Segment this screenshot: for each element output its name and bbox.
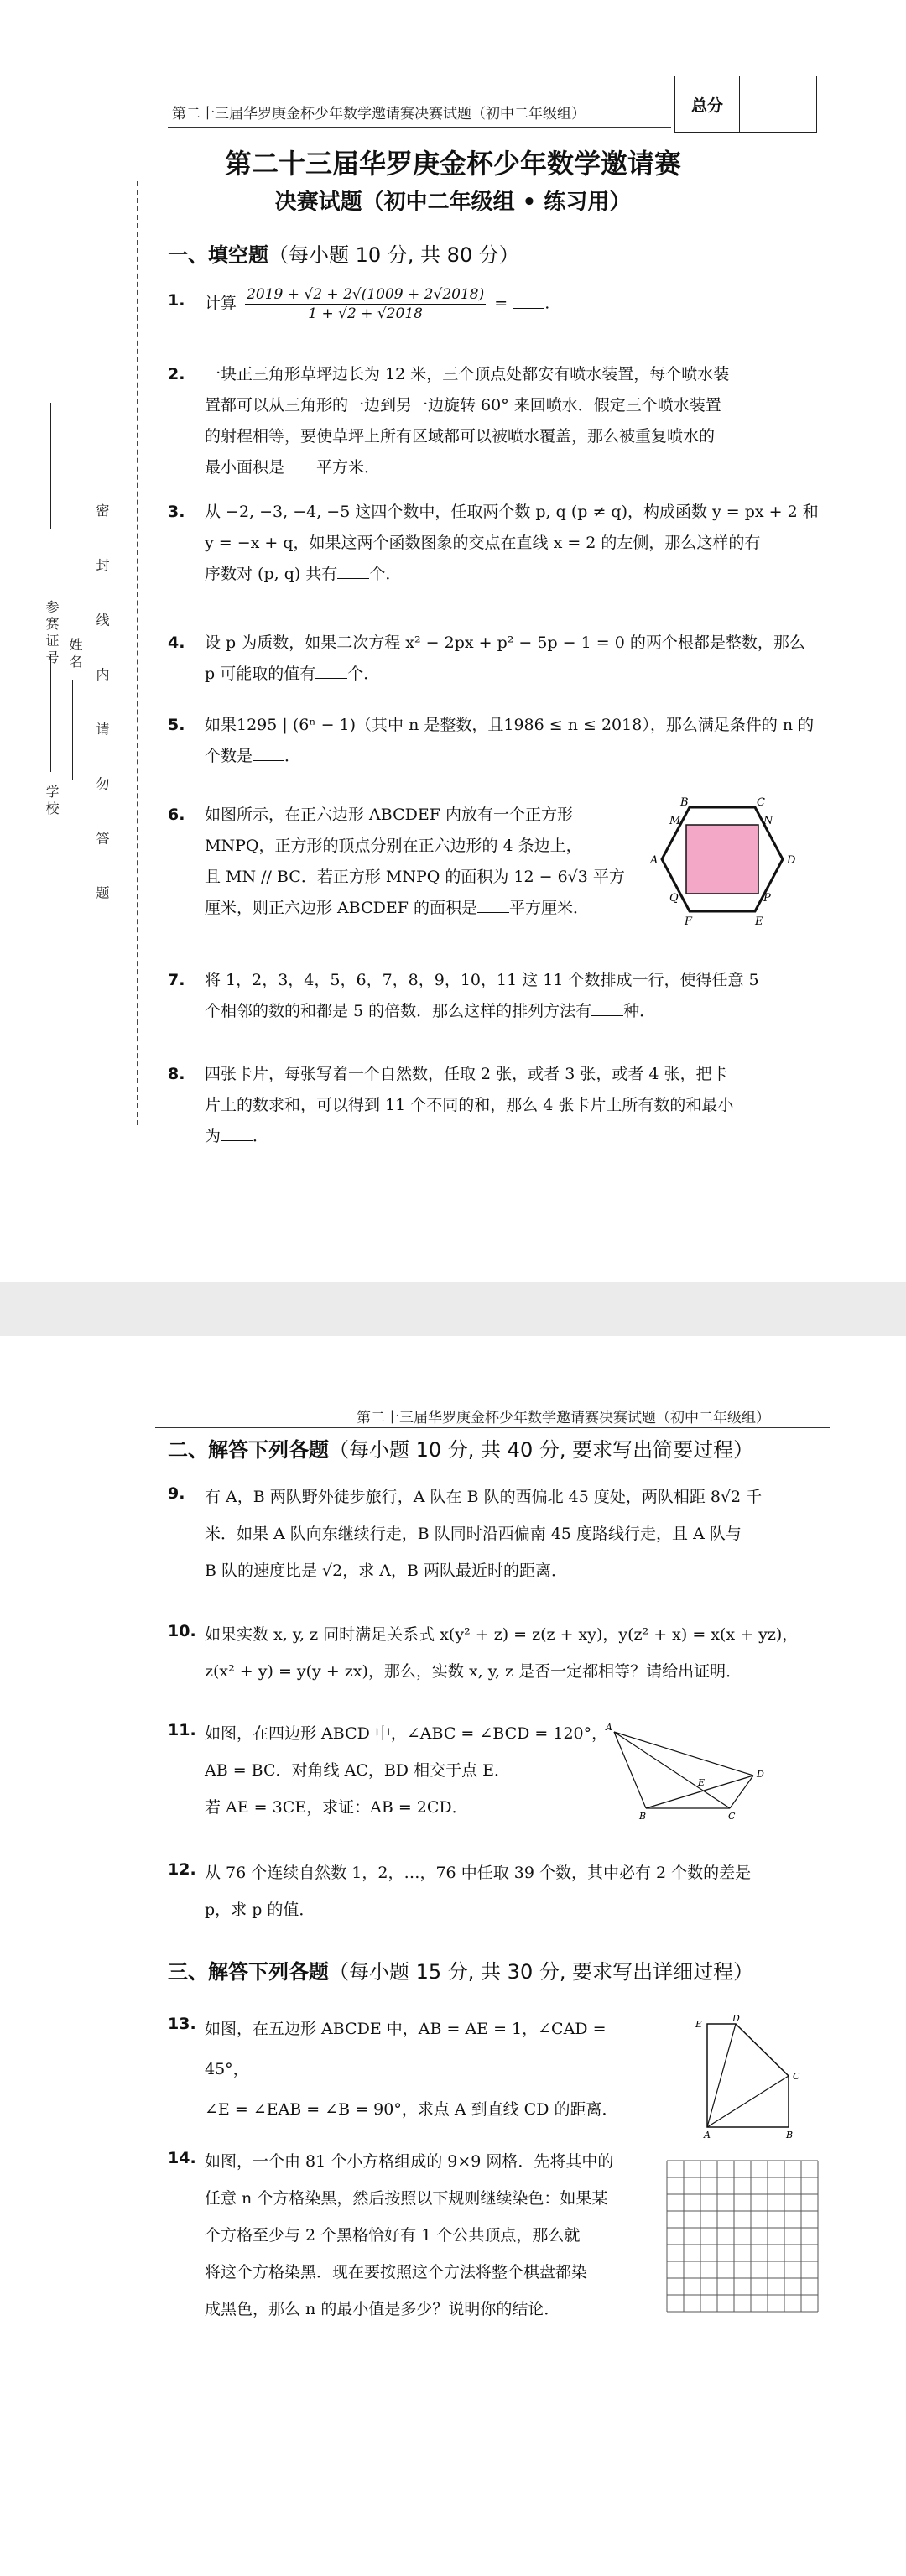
question-number: 7.	[168, 971, 185, 989]
label-C: C	[793, 2071, 800, 2082]
exam-subtitle: 决赛试题（初中二年级组 • 练习用）	[274, 190, 632, 215]
section-2-title: 二、解答下列各题	[168, 1438, 329, 1462]
q2-line: 一块正三角形草坪边长为 12 米，三个顶点处都安有喷水装置，每个喷水装	[205, 365, 730, 383]
header-rule-2	[155, 1427, 830, 1428]
q3-line-end: 个．	[369, 565, 402, 583]
label-P: P	[763, 892, 771, 905]
q4-line-end: 个．	[347, 665, 380, 683]
quadrilateral-figure	[604, 1720, 772, 1821]
q5-line: 个数是	[205, 747, 253, 765]
running-header: 第二十三届华罗庚金杯少年数学邀请赛决赛试题（初中二年级组）	[172, 106, 586, 123]
label-B: B	[680, 797, 689, 809]
q2-line: 置都可以从三角形的一边到另一边旋转 60° 来回喷水．假定三个喷水装置	[205, 396, 721, 415]
label-D: D	[732, 2014, 740, 2024]
q2-line: 的射程相等，要使草坪上所有区域都可以被喷水覆盖，那么被重复喷水的	[205, 427, 716, 446]
question-number: 4.	[168, 634, 185, 652]
label-N: N	[763, 815, 773, 827]
label-A: A	[606, 1722, 612, 1733]
q8-line: 片上的数求和，可以得到 11 个不同的和，那么 4 张卡片上所有数的和最小	[205, 1096, 734, 1114]
label-E: E	[755, 915, 763, 928]
question-2	[168, 359, 864, 483]
q9-line: 米．如果 A 队向东继续行走，B 队同时沿西偏南 45 度路线行走，且 A 队与	[205, 1525, 742, 1543]
exam-id-fill-line	[50, 403, 51, 529]
q14-line: 将这个方格染黑．现在要按照这个方法将整个棋盘都染	[205, 2263, 588, 2281]
header-rule	[168, 127, 671, 128]
question-13	[168, 2009, 654, 2130]
q13-line: ∠E = ∠EAB = ∠B = 90°，求点 A 到直线 CD 的距离．	[205, 2100, 618, 2119]
q5-line-end: ．	[284, 747, 301, 765]
running-header-2: 第二十三届华罗庚金杯少年数学邀请赛决赛试题（初中二年级组）	[357, 1410, 770, 1426]
label-C: C	[757, 797, 765, 809]
question-number: 5.	[168, 716, 185, 734]
question-9	[168, 1478, 864, 1589]
question-number: 8.	[168, 1065, 185, 1083]
label-A: A	[650, 854, 659, 867]
q11-line: 如图，在四边形 ABCD 中，∠ABC = ∠BCD = 120°，	[205, 1724, 608, 1743]
q3-line: 序数对 (p, q) 共有	[205, 565, 338, 583]
q6-line: 如图所示，在正六边形 ABCDEF 内放有一个正方形	[205, 806, 573, 824]
question-number: 2.	[168, 365, 185, 383]
q8-line: 四张卡片，每张写着一个自然数，任取 2 张，或者 3 张，或者 4 张，把卡	[205, 1065, 728, 1083]
question-number: 14.	[168, 2149, 196, 2167]
q7-line: 个相邻的数的和都是 5 的倍数．那么这样的排列方法有	[205, 1002, 592, 1020]
question-14	[168, 2143, 638, 2328]
q11-line: AB = BC．对角线 AC，BD 相交于点 E．	[205, 1761, 510, 1780]
exam-page-1	[0, 0, 906, 1282]
label-Q: Q	[669, 892, 679, 905]
question-5	[168, 710, 864, 772]
seal-dashed-line	[137, 181, 138, 1125]
binding-name-label: 姓名	[67, 638, 83, 671]
question-number: 11.	[168, 1721, 196, 1739]
section-3-heading	[168, 1955, 753, 1984]
question-number: 6.	[168, 806, 185, 824]
q7-line: 将 1，2，3，4，5，6，7，8，9，10，11 这 11 个数排成一行，使得任意 5	[205, 971, 759, 989]
label-E: E	[695, 2019, 703, 2030]
label-B: B	[639, 1811, 647, 1821]
q4-line: p 可能取的值有	[205, 665, 316, 683]
question-1: 1. 计算 $\frac{2019 + √2 + 2√(1009 + 2√2018)}{1 + √2 + √2018}$ = .	[168, 286, 550, 322]
name-fill-line	[72, 680, 73, 780]
total-score-label: 总分	[675, 76, 740, 132]
label-A: A	[704, 2130, 711, 2140]
section-3-note: （每小题 15 分, 共 30 分, 要求写出详细过程）	[329, 1960, 754, 1984]
question-number: 13.	[168, 2015, 196, 2033]
q1-equals: =	[494, 294, 508, 313]
square-mnpq	[686, 825, 758, 894]
exam-title: 第二十三届华罗庚金杯少年数学邀请赛	[224, 148, 681, 180]
school-fill-line	[50, 654, 51, 772]
section-3-title: 三、解答下列各题	[168, 1960, 329, 1984]
question-4	[168, 628, 864, 690]
q11-line: 若 AE = 3CE，求证：AB = 2CD．	[205, 1798, 468, 1817]
q6-line: 厘米，则正六边形 ABCDEF 的面积是	[205, 899, 477, 917]
section-1-note: （每小题 10 分, 共 80 分）	[268, 243, 519, 267]
question-3	[168, 497, 864, 590]
q2-line-end: 平方米．	[316, 458, 381, 477]
q1-fraction	[245, 285, 486, 323]
binding-school-label: 学校	[44, 785, 60, 818]
hexagon-figure	[646, 797, 805, 931]
label-D: D	[757, 1769, 764, 1780]
total-score-box	[674, 76, 817, 133]
q8-line: 为	[205, 1127, 221, 1145]
q7-line-end: 种．	[623, 1002, 656, 1020]
question-6	[168, 800, 646, 924]
answer-blank[interactable]	[315, 662, 347, 679]
binding-warning: 密 封 线 内 请 勿 答 题	[94, 503, 110, 918]
section-1-heading	[168, 238, 519, 268]
label-C: C	[728, 1811, 736, 1821]
q6-line-end: 平方厘米．	[508, 899, 589, 917]
answer-blank[interactable]	[477, 896, 509, 913]
answer-blank[interactable]	[337, 562, 369, 579]
question-number: 1.	[168, 291, 185, 310]
pentagon-figure	[692, 2014, 818, 2140]
q9-line: B 队的速度比是 √2，求 A，B 两队最近时的距离．	[205, 1562, 568, 1580]
q6-line: 且 MN // BC．若正方形 MNPQ 的面积为 12 − 6√3 平方	[205, 868, 625, 886]
q6-line: MNPQ，正方形的顶点分别在正六边形的 4 条边上，	[205, 837, 582, 855]
answer-blank[interactable]	[591, 999, 623, 1016]
q12-line: 从 76 个连续自然数 1，2，…，76 中任取 39 个数，其中必有 2 个数的差是	[205, 1864, 752, 1882]
binding-exam-id-label: 参赛证号	[44, 600, 60, 667]
question-number: 10.	[168, 1622, 196, 1640]
q2-line: 最小面积是	[205, 458, 285, 477]
q14-line: 个方格至少与 2 个黑格恰好有 1 个公共顶点，那么就	[205, 2226, 581, 2245]
answer-blank[interactable]	[221, 1124, 253, 1141]
q14-line: 任意 n 个方格染黑，然后按照以下规则继续染色：如果某	[205, 2189, 608, 2208]
section-1-title: 一、填空题	[168, 243, 268, 267]
q10-line: z(x² + y) = y(y + zx)，那么，实数 x, y, z 是否一定都相等？请给出证明．	[205, 1662, 742, 1681]
question-number: 12.	[168, 1860, 196, 1879]
q14-line: 如图，一个由 81 个小方格组成的 9×9 网格．先将其中的	[205, 2152, 614, 2171]
section-2-note: （每小题 10 分, 共 40 分, 要求写出简要过程）	[329, 1438, 754, 1462]
q14-line: 成黑色，那么 n 的最小值是多少？说明你的结论．	[205, 2300, 560, 2318]
question-number: 3.	[168, 503, 185, 521]
question-7	[168, 965, 864, 1027]
label-M: M	[669, 815, 681, 827]
grid-9x9-figure	[663, 2156, 822, 2316]
q8-line-end: ．	[253, 1127, 269, 1145]
label-B: B	[786, 2130, 794, 2140]
label-F: F	[685, 915, 693, 928]
answer-blank[interactable]	[284, 456, 316, 472]
q5-line: 如果1295 | (6ⁿ − 1)（其中 n 是整数，且1986 ≤ n ≤ 2018），那么满足条件的 n 的	[205, 716, 815, 734]
q3-line: y = −x + q，如果这两个函数图象的交点在直线 x = 2 的左侧，那么这样的有	[205, 534, 761, 552]
question-8	[168, 1059, 864, 1152]
question-number: 9.	[168, 1484, 185, 1503]
q12-line: p，求 p 的值．	[205, 1901, 315, 1919]
label-E: E	[698, 1777, 706, 1788]
question-12	[168, 1854, 864, 1928]
label-D: D	[787, 854, 796, 867]
section-2-heading	[168, 1433, 753, 1463]
q3-line: 从 −2, −3, −4, −5 这四个数中，任取两个数 p, q (p ≠ q)，构成函数 y = px + 2 和	[205, 503, 819, 521]
question-11	[168, 1715, 621, 1826]
q13-line: 如图，在五边形 ABCDE 中，AB = AE = 1，∠CAD = 45°，	[205, 2020, 607, 2078]
answer-blank[interactable]	[253, 744, 284, 761]
answer-blank[interactable]	[513, 292, 544, 309]
q4-line: 设 p 为质数，如果二次方程 x² − 2px + p² − 5p − 1 = 0 的两个根都是整数，那么	[205, 634, 805, 652]
q1-prefix: 计算	[205, 294, 237, 313]
q10-line: 如果实数 x, y, z 同时满足关系式 x(y² + z) = z(z + xy)，y(z² + x) = x(x + yz)，	[205, 1625, 799, 1644]
q9-line: 有 A，B 两队野外徒步旅行，A 队在 B 队的西偏北 45 度处，两队相距 8√2 千	[205, 1488, 763, 1506]
q1-numerator: 2019 + √2 + 2√(1009 + 2√2018)	[247, 286, 485, 303]
q1-denominator: 1 + √2 + √2018	[308, 305, 423, 322]
question-10	[168, 1616, 872, 1690]
